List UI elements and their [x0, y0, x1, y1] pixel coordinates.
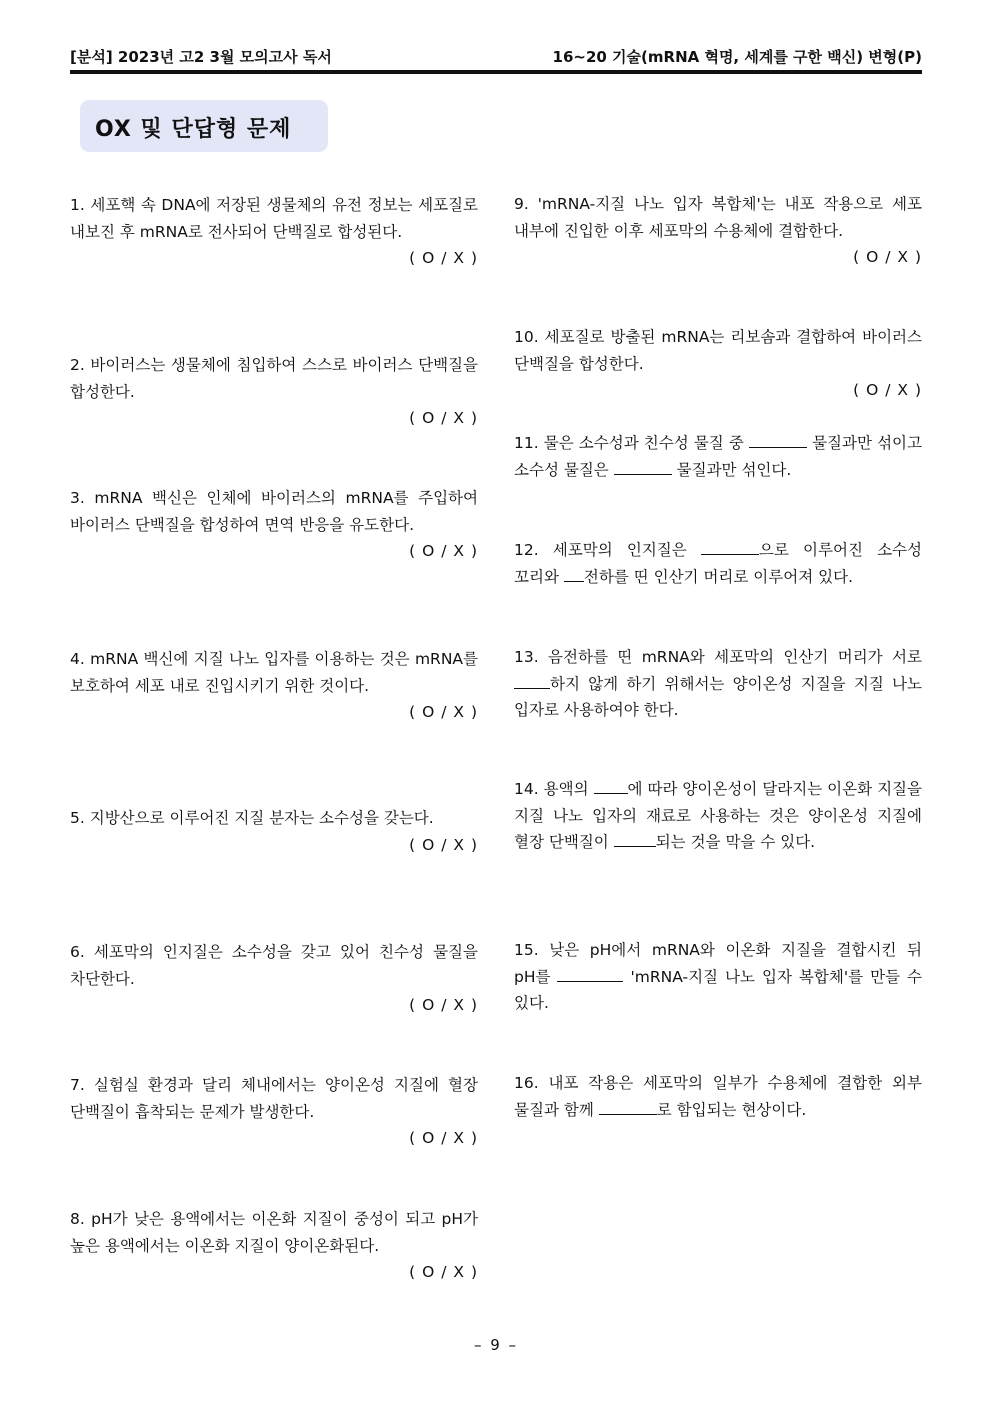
ox-answer: ( O / X ): [409, 996, 478, 1014]
question-text: 1. 세포핵 속 DNA에 저장된 생물체의 유전 정보는 세포질로 내보진 후 mRNA로 전사되어 단백질로 합성된다.: [70, 196, 478, 241]
text-segment: 15. 낮은 pH에서 mRNA와 이온화 지질을 결합시킨 뒤 pH를: [514, 941, 922, 986]
page-number: – 9 –: [473, 1336, 519, 1354]
question-text: 8. pH가 낮은 용액에서는 이온화 지질이 중성이 되고 pH가 높은 용액에서는 이온화 지질이 양이온화된다.: [70, 1210, 478, 1255]
ox-answer: ( O / X ): [409, 249, 478, 267]
ox-answer: ( O / X ): [409, 409, 478, 427]
text-segment: 12. 세포막의 인지질은: [514, 541, 701, 559]
answer-blank: [614, 459, 672, 475]
question-text: 3. mRNA 백신은 인체에 바이러스의 mRNA를 주입하여 바이러스 단백질을 합성하여 면역 반응을 유도한다.: [70, 489, 478, 534]
question-13: [514, 644, 922, 724]
question-text: [514, 430, 922, 483]
ox-answer: ( O / X ): [409, 1263, 478, 1281]
text-segment: 16. 내포 작용은 세포막의 일부가 수용체에 결합한 외부 물질과 함께: [514, 1074, 922, 1119]
question-text: 10. 세포질로 방출된 mRNA는 리보솜과 결합하여 바이러스 단백질을 합성한다.: [514, 328, 922, 373]
ox-answer: ( O / X ): [853, 381, 922, 399]
text-segment: 물질과만 섞이고 소수성 물질은: [514, 434, 922, 479]
question-text: [514, 776, 922, 856]
question-text: 7. 실험실 환경과 달리 체내에서는 양이온성 지질에 혈장 단백질이 흡착되는 문제가 발생한다.: [70, 1076, 478, 1121]
answer-blank: [564, 566, 584, 582]
question-text: 4. mRNA 백신에 지질 나노 입자를 이용하는 것은 mRNA를 보호하여 세포 내로 진입시키기 위한 것이다.: [70, 650, 478, 695]
question-text: 9. 'mRNA-지질 나노 입자 복합체'는 내포 작용으로 세포 내부에 진입한 이후 세포막의 수용체에 결합한다.: [514, 195, 922, 240]
question-6: [70, 939, 478, 1019]
answer-blank: [701, 539, 759, 555]
section-title-box: [80, 100, 328, 152]
question-11: [514, 430, 922, 483]
question-16: [514, 1070, 922, 1123]
question-7: [70, 1072, 478, 1152]
question-12: [514, 537, 922, 590]
question-text: 5. 지방산으로 이루어진 지질 분자는 소수성을 갖는다.: [70, 809, 434, 827]
question-5: [70, 805, 478, 858]
question-9: [514, 191, 922, 271]
section-title: OX 및 단답형 문제: [95, 117, 292, 142]
text-segment: 되는 것을 막을 수 있다.: [655, 833, 816, 851]
ox-answer: ( O / X ): [409, 1129, 478, 1147]
ox-answer: ( O / X ): [409, 703, 478, 721]
header-left: [분석] 2023년 고2 3월 모의고사 독서: [70, 48, 332, 66]
question-4: [70, 646, 478, 726]
ox-answer: ( O / X ): [409, 542, 478, 560]
answer-blank: [614, 831, 656, 847]
question-1: [70, 192, 478, 272]
ox-answer: ( O / X ): [853, 248, 922, 266]
header-right: 16~20 기술(mRNA 혁명, 세계를 구한 백신) 변형(P): [552, 48, 922, 66]
page-header: [70, 42, 922, 74]
question-3: [70, 485, 478, 565]
answer-blank: [599, 1099, 657, 1115]
text-segment: 하지 않게 하기 위해서는 양이온성 지질을 지질 나노 입자로 사용하여야 한다.: [514, 674, 922, 719]
question-15: [514, 937, 922, 1017]
question-14: [514, 776, 922, 856]
question-2: [70, 352, 478, 432]
text-segment: 14. 용액의: [514, 780, 594, 798]
text-segment: 로 함입되는 현상이다.: [656, 1100, 807, 1119]
text-segment: 으로 이루어진 소수성 꼬리와: [514, 541, 922, 586]
question-text: [514, 1070, 922, 1123]
question-text: 6. 세포막의 인지질은 소수성을 갖고 있어 친수성 물질을 차단한다.: [70, 943, 478, 988]
question-8: [70, 1206, 478, 1286]
answer-blank: [557, 966, 623, 982]
question-text: 2. 바이러스는 생물체에 침입하여 스스로 바이러스 단백질을 합성한다.: [70, 356, 478, 401]
text-segment: 물질과만 섞인다.: [671, 460, 792, 479]
question-text: [514, 537, 922, 590]
answer-blank: [514, 673, 550, 689]
question-text: [514, 937, 922, 1017]
answer-blank: [594, 778, 628, 794]
answer-blank: [749, 432, 807, 448]
text-segment: 'mRNA-지질 나노 입자 복합체'를 만들 수 있다.: [514, 967, 922, 1012]
text-segment: 13. 음전하를 띤 mRNA와 세포막의 인산기 머리가 서로: [514, 648, 922, 666]
question-10: [514, 324, 922, 404]
text-segment: 전하를 띤 인산기 머리로 이루어져 있다.: [583, 567, 853, 586]
text-segment: 11. 물은 소수성과 친수성 물질 중: [514, 434, 749, 452]
ox-answer: ( O / X ): [409, 835, 478, 854]
text-segment: 에 따라 양이온성이 달라지는 이온화 지질을 지질 나노 입자의 재료로 사용하는 것은 양이온성 지질에 혈장 단백질이: [514, 780, 922, 851]
question-text: [514, 644, 922, 724]
